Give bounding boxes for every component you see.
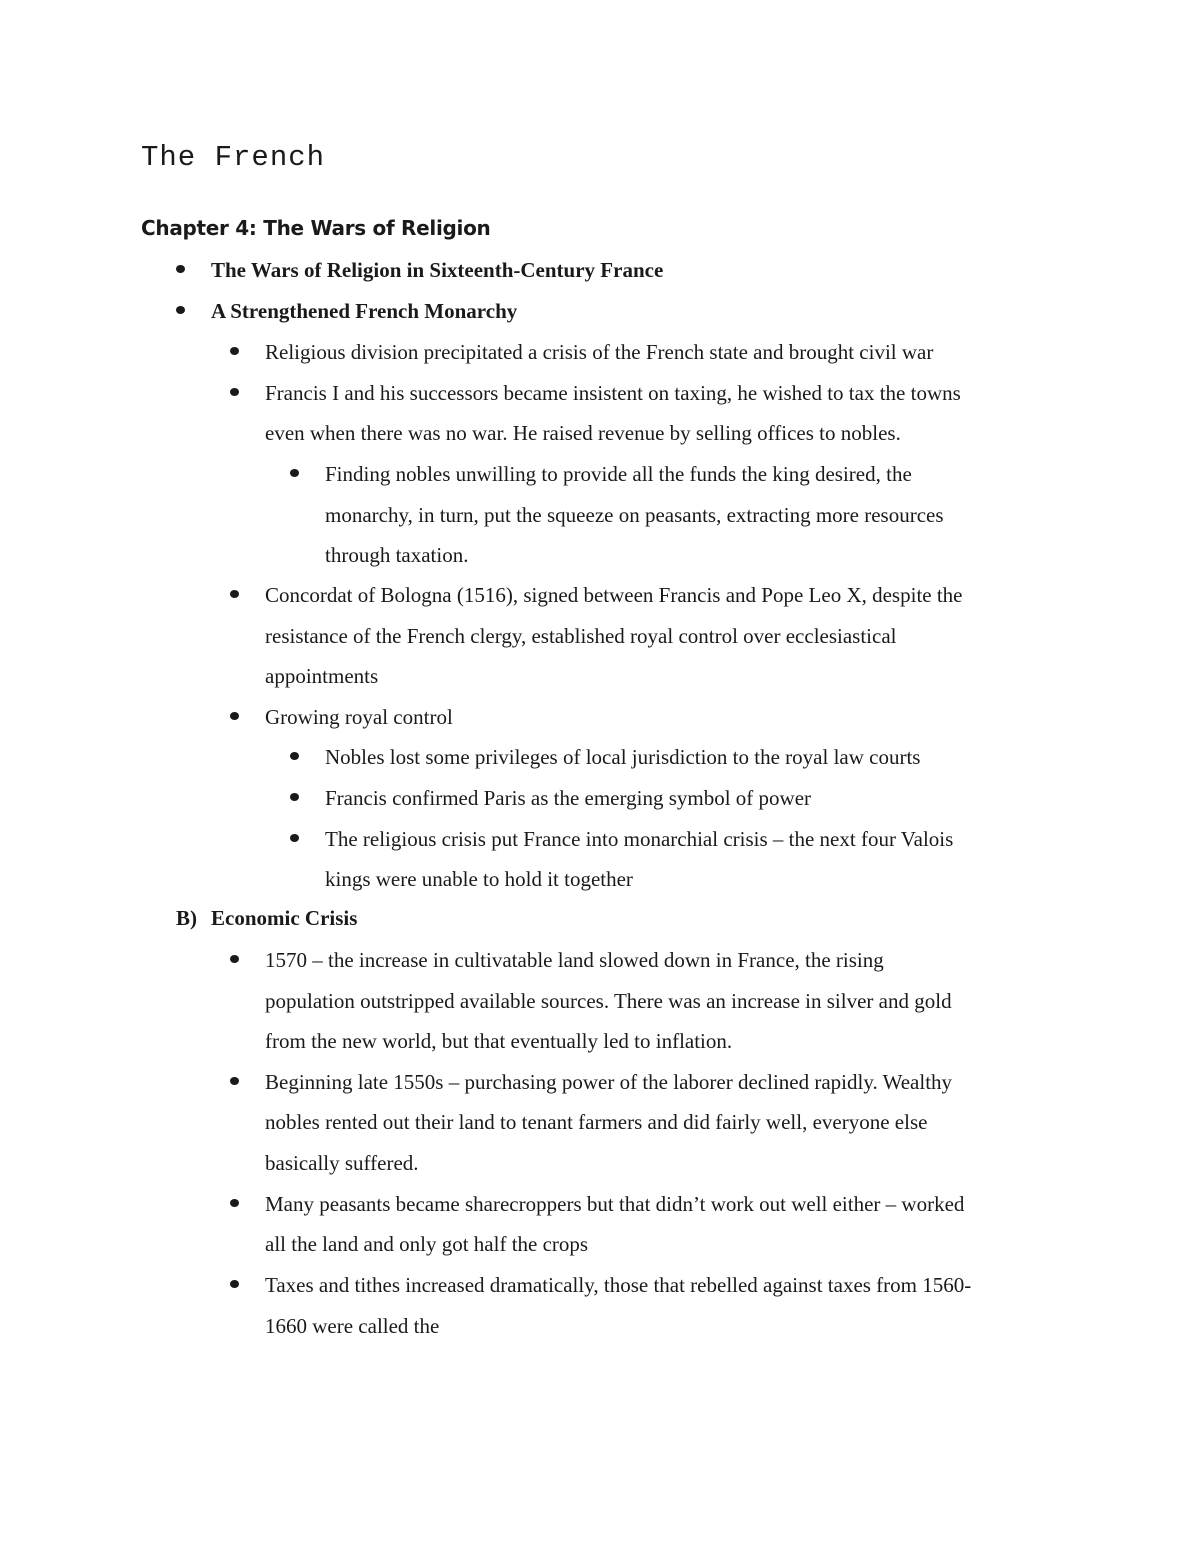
bullet-icon [176, 306, 185, 314]
list-item-1570-line3: from the new world, but that eventually led to inflation. [265, 1029, 733, 1053]
bullet-icon [290, 793, 299, 801]
document-title: The French [141, 141, 326, 174]
list-item-1570-line2: population outstripped available sources. There was an increase in silver and gold [265, 989, 952, 1013]
section-marker: B) [176, 906, 197, 930]
list-item-1570-line1: 1570 – the increase in cultivatable land slowed down in France, the rising [265, 948, 884, 972]
sub-item-paris-symbol: Francis confirmed Paris as the emerging symbol of power [325, 786, 812, 810]
list-item-1550s-line1: Beginning late 1550s – purchasing power of the laborer declined rapidly. Wealthy [265, 1070, 953, 1094]
list-item-francis-taxing-line1: Francis I and his successors became insistent on taxing, he wished to tax the towns [265, 381, 961, 405]
bullet-icon [230, 590, 239, 598]
list-item-taxes-tithes-line1: Taxes and tithes increased dramatically, those that rebelled against taxes from 1560- [265, 1273, 972, 1297]
sub-item-nobles-unwilling-line1: Finding nobles unwilling to provide all the funds the king desired, the [325, 462, 912, 486]
list-item-1550s-line3: basically suffered. [265, 1151, 419, 1175]
bullet-icon [290, 469, 299, 477]
list-item-1550s-line2: nobles rented out their land to tenant farmers and did fairly well, everyone else [265, 1110, 928, 1134]
sub-item-religious-crisis-line1: The religious crisis put France into monarchial crisis – the next four Valois [325, 827, 954, 851]
chapter-heading: Chapter 4: The Wars of Religion [141, 216, 491, 240]
list-item-religious-division: Religious division precipitated a crisis of the French state and brought civil war [265, 340, 934, 364]
sub-item-religious-crisis-line2: kings were unable to hold it together [325, 867, 633, 891]
sub-item-nobles-unwilling-line3: through taxation. [325, 543, 469, 567]
bullet-icon [176, 265, 185, 273]
list-item-wars-of-religion: The Wars of Religion in Sixteenth-Century France [211, 258, 664, 282]
list-item-francis-taxing-line2: even when there was no war. He raised revenue by selling offices to nobles. [265, 421, 901, 445]
bullet-icon [230, 388, 239, 396]
bullet-icon [230, 1199, 239, 1207]
bullet-icon [230, 1077, 239, 1085]
list-item-taxes-tithes-line2: 1660 were called the [265, 1314, 440, 1338]
list-item-strengthened-monarchy: A Strengthened French Monarchy [211, 299, 518, 323]
list-item-concordat-line1: Concordat of Bologna (1516), signed between Francis and Pope Leo X, despite the [265, 583, 963, 607]
bullet-icon [230, 712, 239, 720]
bullet-icon [230, 347, 239, 355]
list-item-sharecroppers-line2: all the land and only got half the crops [265, 1232, 589, 1256]
list-item-concordat-line2: resistance of the French clergy, established royal control over ecclesiastical [265, 624, 897, 648]
list-item-sharecroppers-line1: Many peasants became sharecroppers but that didn’t work out well either – worked [265, 1192, 965, 1216]
list-item-growing-royal-control: Growing royal control [265, 705, 453, 729]
bullet-icon [230, 1280, 239, 1288]
sub-item-nobles-lost-privileges: Nobles lost some privileges of local jurisdiction to the royal law courts [325, 745, 921, 769]
section-heading-economic-crisis: Economic Crisis [211, 906, 358, 930]
bullet-icon [290, 752, 299, 760]
sub-item-nobles-unwilling-line2: monarchy, in turn, put the squeeze on peasants, extracting more resources [325, 503, 944, 527]
bullet-icon [290, 834, 299, 842]
list-item-concordat-line3: appointments [265, 664, 379, 688]
bullet-icon [230, 955, 239, 963]
